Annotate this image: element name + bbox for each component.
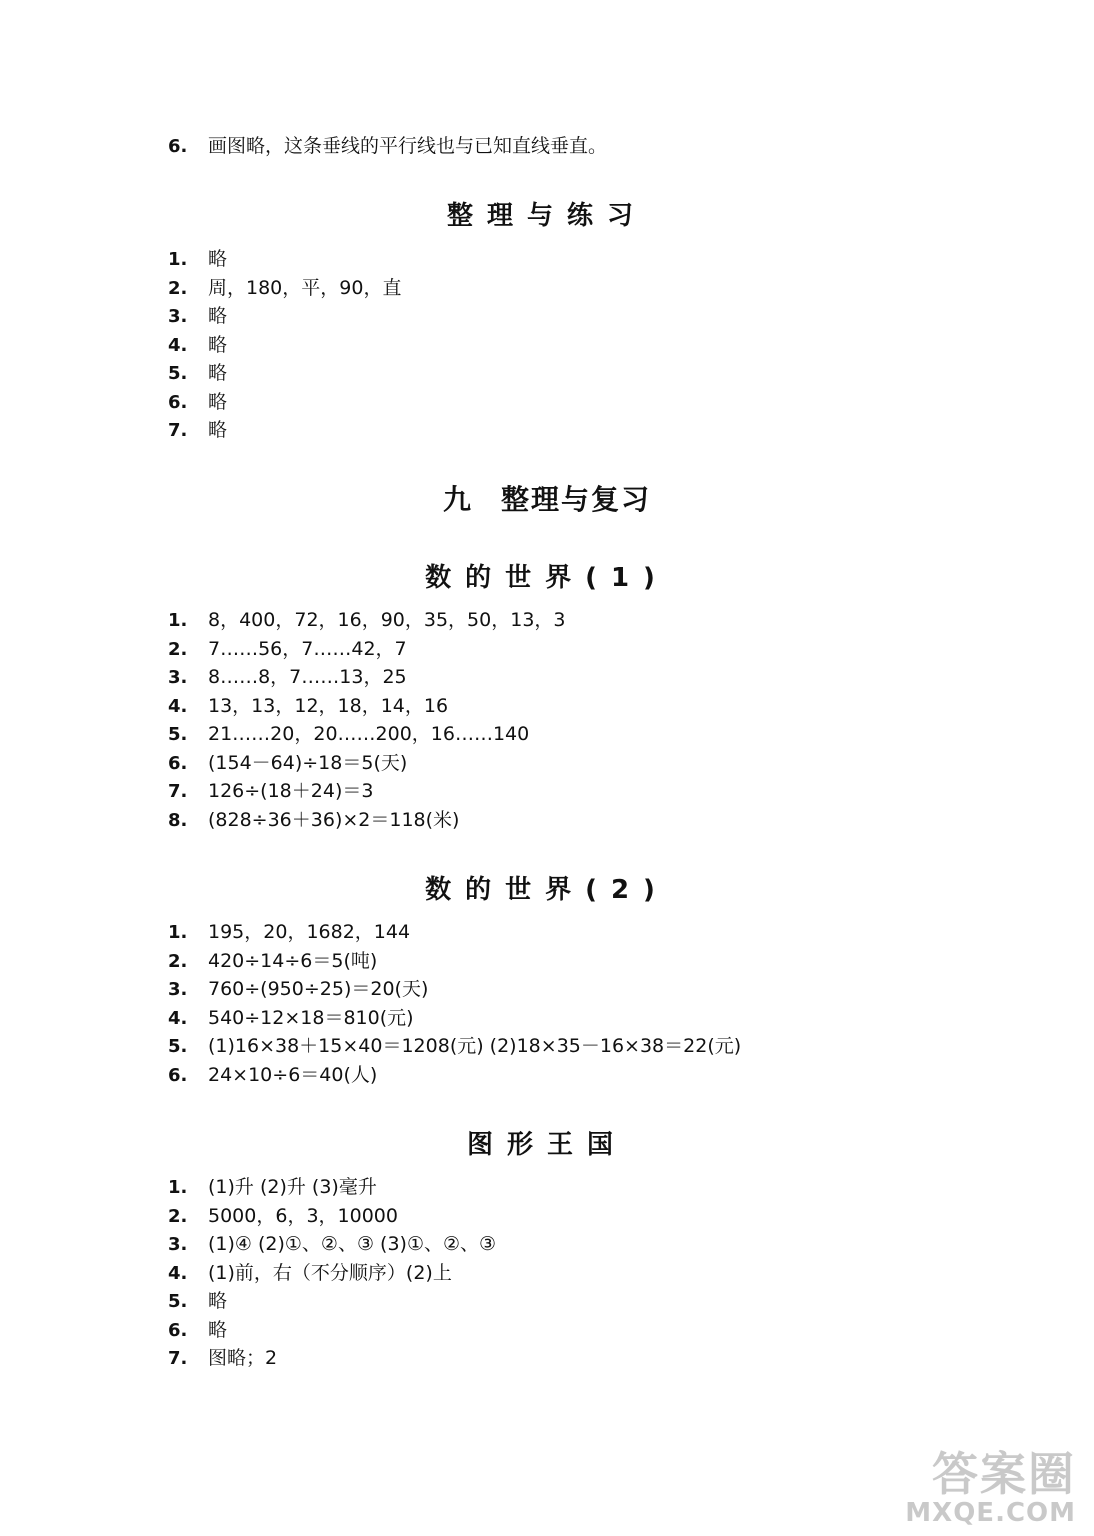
item-number: 5. bbox=[168, 1036, 188, 1057]
item-number: 6. bbox=[168, 391, 188, 413]
item-number: 4. bbox=[168, 695, 188, 717]
item-number: 5. bbox=[168, 1291, 188, 1312]
shapes-list bbox=[168, 1173, 496, 1373]
item-number: 2. bbox=[168, 638, 188, 660]
item-text: 13，13，12，18，14，16 bbox=[208, 694, 449, 717]
list-item bbox=[168, 1287, 496, 1316]
list-item bbox=[168, 806, 566, 835]
item-number: 2. bbox=[168, 950, 188, 972]
item-number: 2. bbox=[168, 277, 188, 299]
item-number: 7. bbox=[168, 420, 188, 441]
section-title-numbers-1: 数的世界(1) bbox=[425, 563, 669, 593]
item-text: 略 bbox=[208, 1290, 228, 1312]
list-item bbox=[168, 1259, 496, 1288]
item-number: 3. bbox=[168, 306, 188, 327]
list-item bbox=[168, 635, 566, 664]
section-title-practice: 整理与练习 bbox=[446, 201, 647, 231]
list-item bbox=[168, 947, 741, 976]
item-number: 4. bbox=[168, 334, 188, 356]
item-number: 1. bbox=[168, 610, 188, 631]
intro-list bbox=[168, 132, 607, 161]
list-item bbox=[168, 918, 741, 947]
list-item bbox=[168, 388, 401, 417]
list-item bbox=[168, 359, 401, 388]
item-text: 126÷(18＋24)＝3 bbox=[208, 780, 374, 802]
list-item bbox=[168, 777, 566, 806]
chapter-name: 整理与复习 bbox=[501, 483, 652, 516]
item-text: 21……20，20……200，16……140 bbox=[208, 723, 530, 745]
item-text: 略 bbox=[208, 390, 228, 413]
item-text: 8，400，72，16，90，35，50，13，3 bbox=[208, 609, 566, 631]
item-number: 5. bbox=[168, 724, 188, 745]
list-item bbox=[168, 692, 566, 721]
section-title-shapes: 图形王国 bbox=[466, 1130, 627, 1160]
item-text: 略 bbox=[208, 362, 228, 384]
item-text: (828÷36＋36)×2＝118(米) bbox=[208, 808, 460, 831]
item-text: 略 bbox=[208, 1318, 228, 1341]
item-number: 4. bbox=[168, 1007, 188, 1029]
watermark-main-text: 答案圈 bbox=[932, 1447, 1076, 1501]
item-text: 略 bbox=[208, 248, 228, 270]
list-item bbox=[168, 1004, 741, 1033]
item-text: 略 bbox=[208, 305, 228, 327]
item-text: (154－64)÷18＝5(天) bbox=[208, 751, 408, 774]
item-text: (1)前，右（不分顺序）(2)上 bbox=[208, 1261, 452, 1284]
item-number: 4. bbox=[168, 1262, 188, 1284]
chapter-number: 九 bbox=[442, 483, 473, 516]
list-item bbox=[168, 331, 401, 360]
list-item bbox=[168, 606, 566, 635]
item-text: 760÷(950÷25)＝20(天) bbox=[208, 978, 429, 1000]
item-number: 1. bbox=[168, 249, 188, 270]
list-item bbox=[168, 1316, 496, 1345]
item-number: 6. bbox=[168, 1319, 188, 1341]
item-text: 画图略，这条垂线的平行线也与已知直线垂直。 bbox=[208, 135, 608, 157]
section-title-numbers-2: 数的世界(2) bbox=[425, 875, 669, 905]
item-number: 5. bbox=[168, 363, 188, 384]
watermark-logo bbox=[894, 1438, 1084, 1528]
list-item bbox=[168, 749, 566, 778]
item-text: 8……8，7……13，25 bbox=[208, 666, 407, 688]
practice-list bbox=[168, 245, 401, 445]
item-text: 24×10÷6＝40(人) bbox=[208, 1063, 378, 1086]
list-item bbox=[168, 663, 566, 692]
item-text: (1)升 (2)升 (3)毫升 bbox=[208, 1176, 377, 1198]
list-item bbox=[168, 302, 401, 331]
list-item bbox=[168, 1230, 496, 1259]
chapter-title bbox=[0, 478, 1094, 518]
item-text: 周，180，平，90，直 bbox=[208, 276, 402, 299]
numbers-2-list bbox=[168, 918, 741, 1089]
item-number: 7. bbox=[168, 1348, 188, 1369]
list-item bbox=[168, 975, 741, 1004]
item-number: 6. bbox=[168, 1064, 188, 1086]
item-number: 3. bbox=[168, 667, 188, 688]
item-number: 1. bbox=[168, 1177, 188, 1198]
item-number: 1. bbox=[168, 922, 188, 943]
item-number: 7. bbox=[168, 781, 188, 802]
list-item bbox=[168, 1202, 496, 1231]
item-number: 6. bbox=[168, 752, 188, 774]
item-text: 7……56，7……42，7 bbox=[208, 637, 407, 660]
item-number: 3. bbox=[168, 1234, 188, 1255]
list-item bbox=[168, 1032, 741, 1061]
list-item bbox=[168, 1061, 741, 1090]
item-text: 图略；2 bbox=[208, 1347, 278, 1369]
item-text: (1)16×38＋15×40＝1208(元) (2)18×35－16×38＝22(元) bbox=[208, 1035, 742, 1057]
numbers-1-list bbox=[168, 606, 566, 834]
item-text: 5000，6，3，10000 bbox=[208, 1204, 398, 1227]
list-item bbox=[168, 720, 566, 749]
list-item bbox=[168, 132, 607, 161]
item-text: 略 bbox=[208, 333, 228, 356]
list-item bbox=[168, 1173, 496, 1202]
item-number: 6. bbox=[168, 136, 188, 157]
item-number: 2. bbox=[168, 1205, 188, 1227]
item-number: 3. bbox=[168, 979, 188, 1000]
watermark-url-text: MXQE.COM bbox=[905, 1498, 1076, 1528]
list-item bbox=[168, 416, 401, 445]
item-text: 195，20，1682，144 bbox=[208, 921, 411, 943]
item-text: (1)④ (2)①、②、③ (3)①、②、③ bbox=[208, 1233, 497, 1255]
list-item bbox=[168, 245, 401, 274]
list-item bbox=[168, 274, 401, 303]
item-text: 420÷14÷6＝5(吨) bbox=[208, 949, 378, 972]
list-item bbox=[168, 1344, 496, 1373]
item-text: 540÷12×18＝810(元) bbox=[208, 1006, 414, 1029]
item-text: 略 bbox=[208, 419, 228, 441]
item-number: 8. bbox=[168, 809, 188, 831]
